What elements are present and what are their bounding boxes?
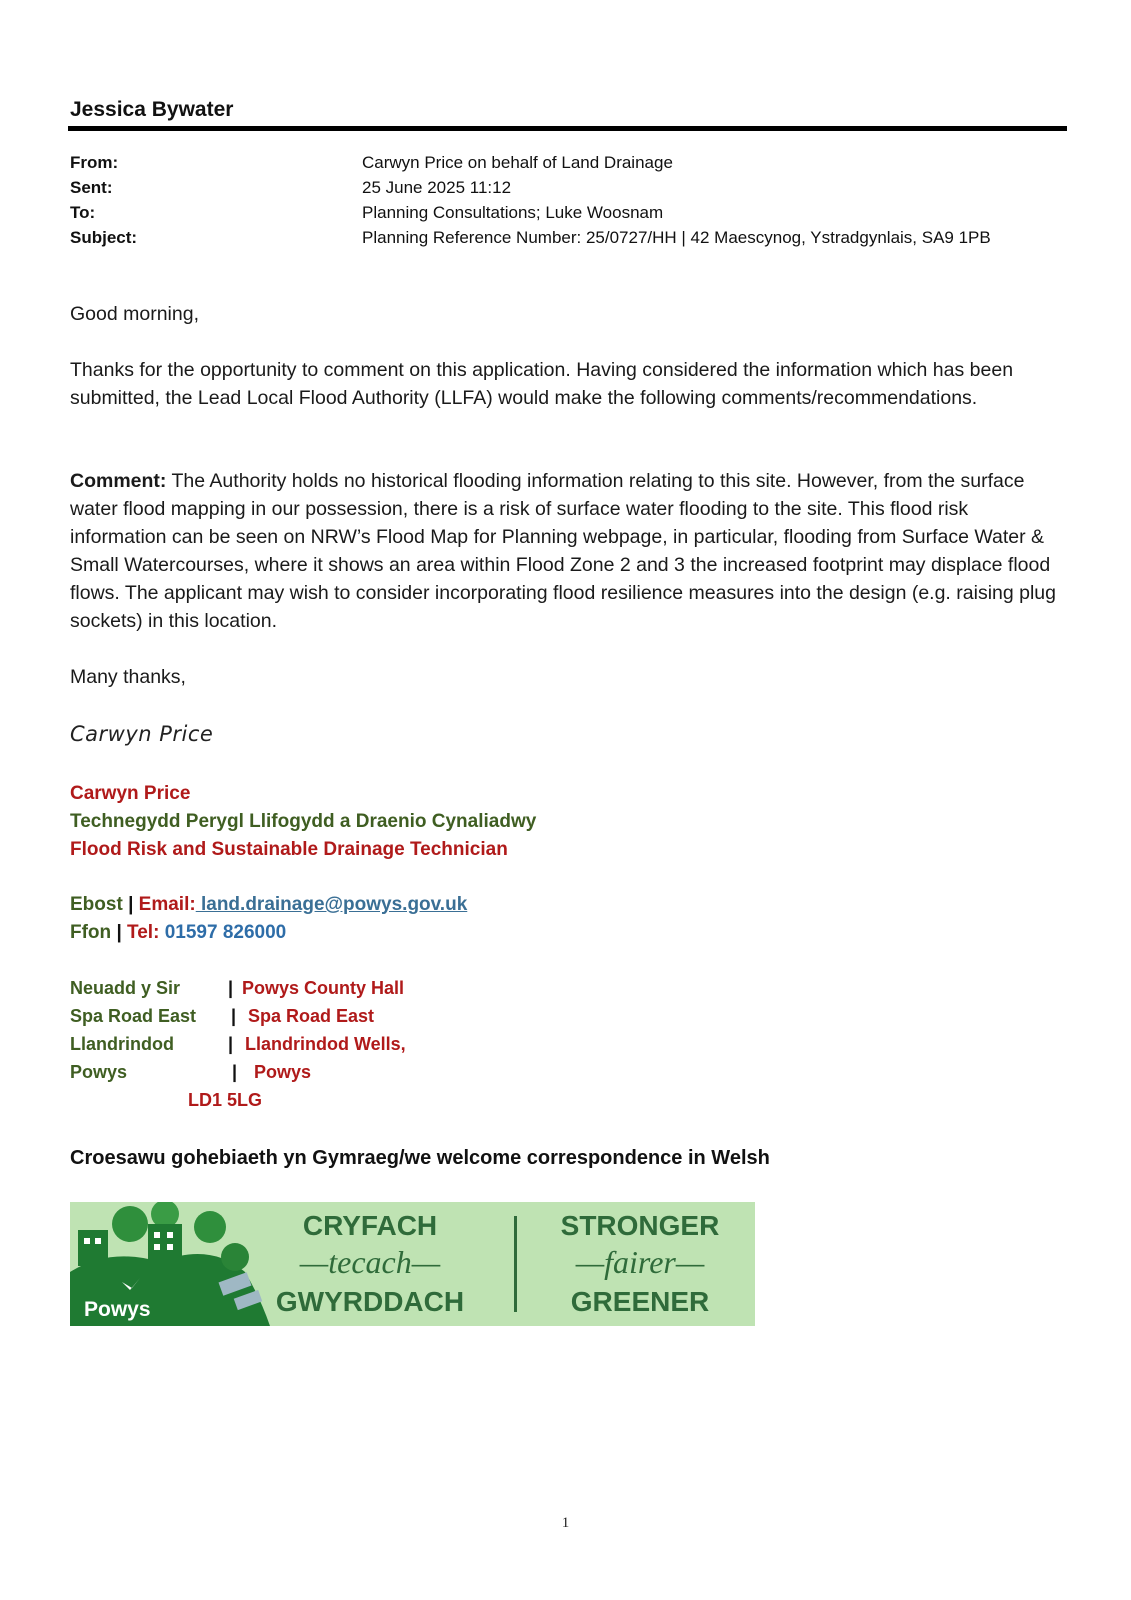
from-label: From: (70, 153, 119, 172)
address-english: Llandrindod Wells, (245, 1034, 406, 1054)
banner-divider (514, 1216, 517, 1312)
address-english: Spa Road East (248, 1006, 375, 1026)
banner-window (154, 1232, 160, 1238)
banner-window (167, 1232, 173, 1238)
closing: Many thanks, (70, 666, 186, 688)
sent-label: Sent: (70, 178, 113, 197)
address-separator: | (228, 1034, 234, 1054)
address-separator: | (231, 1006, 237, 1026)
banner-welsh-line-3: GWYRDDACH (275, 1286, 465, 1317)
email-separator: | (128, 894, 134, 915)
banner-logo-text: Powys (84, 1298, 151, 1321)
header-to-row (70, 203, 1065, 227)
welsh-language-note: Croesawu gohebiaeth yn Gymraeg/we welcome correspondence in Welsh (70, 1147, 770, 1169)
banner-welsh-line-2: —tecach— (299, 1244, 441, 1280)
address-separator: | (228, 978, 234, 998)
phone-line (70, 922, 286, 944)
address-english: Powys County Hall (242, 978, 405, 998)
banner-english-line-3: GREENER (570, 1286, 710, 1317)
header-sent-row (70, 178, 1065, 202)
mailbox-owner-name: Jessica Bywater (70, 98, 234, 121)
comment-text: The Authority holds no historical flooding information relating to this site. However, from the surface water flood mapping in our possession, there is a risk of surface water flooding to the site. This flood risk information can be seen on NRW’s Flood Map for Planning webpage, in particular, flooding from Surface Water & Small Watercourses, where it shows an area within Flood Zone 2 and 3 the increased footprint may displace flood flows. The applicant may wish to consider incorporating flood resilience measures into the design (e.g. raising plug sockets) in this location. (70, 470, 1056, 632)
banner-tree (112, 1206, 148, 1242)
job-title-welsh: Technegydd Perygl Llifogydd a Draenio Cynaliadwy (70, 811, 537, 832)
email-link[interactable]: land.drainage@powys.gov.uk (195, 894, 468, 915)
banner-window (167, 1244, 173, 1250)
banner-window (95, 1238, 101, 1244)
page-number: 1 (561, 1515, 570, 1531)
to-value: Planning Consultations; Luke Woosnam (362, 203, 664, 222)
address-english: Powys (254, 1062, 312, 1082)
greeting: Good morning, (70, 303, 199, 325)
subject-value: Planning Reference Number: 25/0727/HH | 42 Maescynog, Ystradgynlais, SA9 1PB (362, 228, 991, 247)
powys-banner (70, 1202, 755, 1326)
address-welsh: Llandrindod (70, 1034, 174, 1054)
banner-window (154, 1244, 160, 1250)
signature-name: Carwyn Price (70, 783, 191, 804)
address-welsh: Spa Road East (70, 1006, 197, 1026)
banner-tree (221, 1243, 249, 1271)
email-line (70, 894, 467, 916)
from-value: Carwyn Price on behalf of Land Drainage (362, 153, 673, 172)
header-rule (68, 126, 1067, 131)
to-label: To: (70, 203, 96, 222)
handwritten-signature: Carwyn Price (70, 722, 214, 746)
banner-house (148, 1224, 182, 1264)
banner-english-line-1: STRONGER (560, 1210, 720, 1241)
intro-paragraph: Thanks for the opportunity to comment on this application. Having considered the information which has been submitted, the Lead Local Flood Authority (LLFA) would make the following comments/recommendations. (70, 359, 1014, 409)
comment-paragraph (70, 467, 1070, 635)
address-welsh: Neuadd y Sir (70, 978, 181, 998)
address-postcode: LD1 5LG (188, 1090, 263, 1110)
job-title-english: Flood Risk and Sustainable Drainage Technician (70, 839, 508, 860)
phone-label-welsh: Ffon (70, 922, 112, 943)
banner-welsh-line-1: CRYFACH (302, 1210, 438, 1241)
header-subject-row (70, 228, 1065, 252)
address-separator: | (232, 1062, 238, 1082)
subject-label: Subject: (70, 228, 138, 247)
sent-value: 25 June 2025 11:12 (362, 178, 512, 197)
banner-window (84, 1238, 90, 1244)
comment-label: Comment: (70, 470, 167, 492)
phone-separator: | (116, 922, 122, 943)
banner-tree (194, 1211, 226, 1243)
banner-house (78, 1230, 108, 1266)
email-label-welsh: Ebost (70, 894, 123, 915)
phone-label-english: Tel: (127, 922, 160, 943)
header-from-row (70, 153, 1065, 177)
phone-number[interactable]: 01597 826000 (164, 922, 287, 943)
address-welsh: Powys (70, 1062, 128, 1082)
email-label-english: Email: (138, 894, 196, 915)
banner-english-line-2: —fairer— (575, 1244, 705, 1280)
